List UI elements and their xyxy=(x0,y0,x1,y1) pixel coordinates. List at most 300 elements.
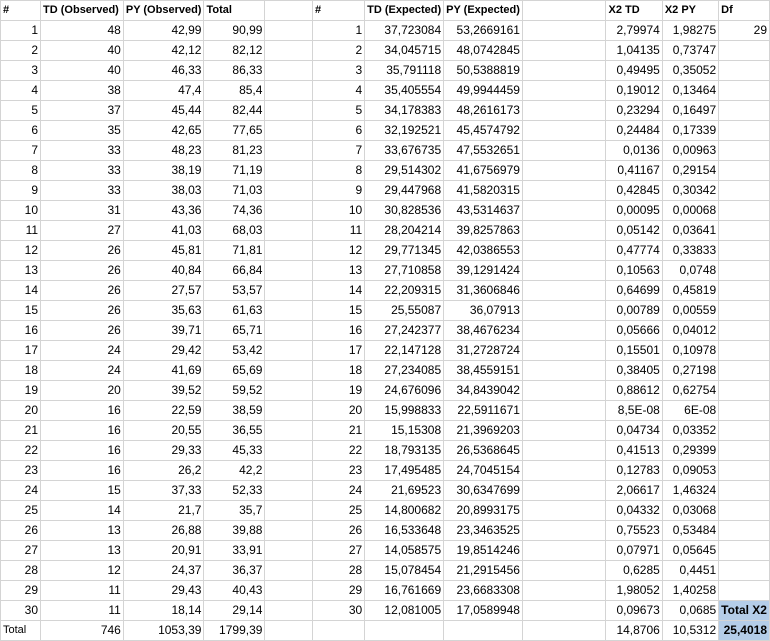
td-expected-cell[interactable]: 15,078454 xyxy=(365,561,444,581)
row-number-expected[interactable]: 23 xyxy=(312,461,364,481)
empty-cell[interactable] xyxy=(719,201,770,221)
td-expected-cell[interactable]: 18,793135 xyxy=(365,441,444,461)
x2-py-cell[interactable]: 0,62754 xyxy=(662,381,718,401)
x2-td-cell[interactable]: 0,0136 xyxy=(606,141,662,161)
td-observed-cell[interactable]: 26 xyxy=(41,261,124,281)
header-py-expected[interactable]: PY (Expected) xyxy=(444,1,523,21)
py-expected-cell[interactable]: 39,8257863 xyxy=(444,221,523,241)
py-expected-cell[interactable]: 23,6683308 xyxy=(444,581,523,601)
empty-cell[interactable] xyxy=(365,621,444,641)
x2-py-cell[interactable]: 0,45819 xyxy=(662,281,718,301)
row-number-observed[interactable]: 17 xyxy=(1,341,41,361)
x2-py-cell[interactable]: 0,17339 xyxy=(662,121,718,141)
row-number-expected[interactable]: 21 xyxy=(312,421,364,441)
x2-td-cell[interactable]: 8,5E-08 xyxy=(606,401,662,421)
row-number-expected[interactable]: 14 xyxy=(312,281,364,301)
py-expected-cell[interactable]: 17,0589948 xyxy=(444,601,523,621)
empty-cell[interactable] xyxy=(719,221,770,241)
row-number-expected[interactable]: 5 xyxy=(312,101,364,121)
py-expected-cell[interactable]: 48,0742845 xyxy=(444,41,523,61)
py-observed-cell[interactable]: 18,14 xyxy=(123,601,204,621)
empty-cell[interactable] xyxy=(522,121,606,141)
py-observed-cell[interactable]: 42,12 xyxy=(123,41,204,61)
td-expected-cell[interactable]: 24,676096 xyxy=(365,381,444,401)
total-x2-py[interactable]: 10,5312 xyxy=(662,621,718,641)
row-number-expected[interactable]: 22 xyxy=(312,441,364,461)
x2-py-cell[interactable]: 0,03352 xyxy=(662,421,718,441)
empty-cell[interactable] xyxy=(265,581,313,601)
x2-py-cell[interactable]: 1,98275 xyxy=(662,21,718,41)
total-observed-cell[interactable]: 68,03 xyxy=(204,221,265,241)
py-expected-cell[interactable]: 24,7045154 xyxy=(444,461,523,481)
empty-cell[interactable] xyxy=(522,161,606,181)
td-observed-cell[interactable]: 20 xyxy=(41,381,124,401)
empty-cell[interactable] xyxy=(522,521,606,541)
py-observed-cell[interactable]: 39,71 xyxy=(123,321,204,341)
row-number-observed[interactable]: 1 xyxy=(1,21,41,41)
py-observed-cell[interactable]: 41,69 xyxy=(123,361,204,381)
x2-td-cell[interactable]: 0,07971 xyxy=(606,541,662,561)
td-expected-cell[interactable]: 15,998833 xyxy=(365,401,444,421)
row-number-observed[interactable]: 14 xyxy=(1,281,41,301)
py-expected-cell[interactable]: 41,6756979 xyxy=(444,161,523,181)
py-observed-cell[interactable]: 26,2 xyxy=(123,461,204,481)
empty-cell[interactable] xyxy=(719,101,770,121)
x2-td-cell[interactable]: 0,05142 xyxy=(606,221,662,241)
total-observed-cell[interactable]: 29,14 xyxy=(204,601,265,621)
total-combined[interactable]: 1799,39 xyxy=(204,621,265,641)
empty-cell[interactable] xyxy=(522,541,606,561)
td-expected-cell[interactable]: 29,514302 xyxy=(365,161,444,181)
empty-cell[interactable] xyxy=(265,121,313,141)
py-observed-cell[interactable]: 42,65 xyxy=(123,121,204,141)
row-number-observed[interactable]: 5 xyxy=(1,101,41,121)
x2-py-cell[interactable]: 1,40258 xyxy=(662,581,718,601)
empty-cell[interactable] xyxy=(719,261,770,281)
empty-cell[interactable] xyxy=(719,581,770,601)
empty-cell[interactable] xyxy=(265,81,313,101)
empty-cell[interactable] xyxy=(522,301,606,321)
empty-cell[interactable] xyxy=(719,281,770,301)
x2-py-cell[interactable]: 0,29399 xyxy=(662,441,718,461)
empty-cell[interactable] xyxy=(265,421,313,441)
empty-cell[interactable] xyxy=(265,361,313,381)
td-observed-cell[interactable]: 16 xyxy=(41,441,124,461)
empty-cell[interactable] xyxy=(265,261,313,281)
py-expected-cell[interactable]: 23,3463525 xyxy=(444,521,523,541)
py-observed-cell[interactable]: 27,57 xyxy=(123,281,204,301)
total-observed-cell[interactable]: 61,63 xyxy=(204,301,265,321)
x2-py-cell[interactable]: 0,05645 xyxy=(662,541,718,561)
x2-py-cell[interactable]: 0,00559 xyxy=(662,301,718,321)
py-expected-cell[interactable]: 21,3969203 xyxy=(444,421,523,441)
td-observed-cell[interactable]: 16 xyxy=(41,421,124,441)
empty-cell[interactable] xyxy=(719,241,770,261)
total-td-observed[interactable]: 746 xyxy=(41,621,124,641)
empty-cell[interactable] xyxy=(265,481,313,501)
empty-cell[interactable] xyxy=(312,621,364,641)
x2-td-cell[interactable]: 0,49495 xyxy=(606,61,662,81)
py-observed-cell[interactable]: 35,63 xyxy=(123,301,204,321)
td-expected-cell[interactable]: 29,447968 xyxy=(365,181,444,201)
py-observed-cell[interactable]: 45,44 xyxy=(123,101,204,121)
total-x2-label[interactable]: Total X2 xyxy=(719,601,770,621)
row-number-observed[interactable]: 25 xyxy=(1,501,41,521)
empty-cell[interactable] xyxy=(265,501,313,521)
header-df[interactable]: Df xyxy=(719,1,770,21)
td-observed-cell[interactable]: 26 xyxy=(41,281,124,301)
py-observed-cell[interactable]: 29,43 xyxy=(123,581,204,601)
row-number-observed[interactable]: 7 xyxy=(1,141,41,161)
x2-td-cell[interactable]: 0,05666 xyxy=(606,321,662,341)
total-observed-cell[interactable]: 66,84 xyxy=(204,261,265,281)
py-expected-cell[interactable]: 49,9944459 xyxy=(444,81,523,101)
empty-cell[interactable] xyxy=(265,521,313,541)
x2-td-cell[interactable]: 0,04734 xyxy=(606,421,662,441)
total-observed-cell[interactable]: 90,99 xyxy=(204,21,265,41)
td-observed-cell[interactable]: 16 xyxy=(41,461,124,481)
empty-cell[interactable] xyxy=(522,201,606,221)
td-expected-cell[interactable]: 12,081005 xyxy=(365,601,444,621)
x2-td-cell[interactable]: 1,04135 xyxy=(606,41,662,61)
py-expected-cell[interactable]: 53,2669161 xyxy=(444,21,523,41)
empty-cell[interactable] xyxy=(522,281,606,301)
row-number-expected[interactable]: 25 xyxy=(312,501,364,521)
x2-py-cell[interactable]: 0,0748 xyxy=(662,261,718,281)
py-expected-cell[interactable]: 45,4574792 xyxy=(444,121,523,141)
empty-cell[interactable] xyxy=(265,61,313,81)
x2-td-cell[interactable]: 0,15501 xyxy=(606,341,662,361)
row-number-observed[interactable]: 30 xyxy=(1,601,41,621)
empty-cell[interactable] xyxy=(719,501,770,521)
x2-td-cell[interactable]: 2,06617 xyxy=(606,481,662,501)
row-number-observed[interactable]: 6 xyxy=(1,121,41,141)
empty-cell[interactable] xyxy=(522,501,606,521)
empty-cell[interactable] xyxy=(265,321,313,341)
td-observed-cell[interactable]: 26 xyxy=(41,301,124,321)
x2-td-cell[interactable]: 0,10563 xyxy=(606,261,662,281)
row-number-expected[interactable]: 2 xyxy=(312,41,364,61)
py-observed-cell[interactable]: 29,42 xyxy=(123,341,204,361)
empty-cell[interactable] xyxy=(719,121,770,141)
x2-py-cell[interactable]: 6E-08 xyxy=(662,401,718,421)
td-observed-cell[interactable]: 24 xyxy=(41,341,124,361)
header-x2-td[interactable]: X2 TD xyxy=(606,1,662,21)
row-number-observed[interactable]: 3 xyxy=(1,61,41,81)
td-observed-cell[interactable]: 27 xyxy=(41,221,124,241)
py-expected-cell[interactable]: 22,5911671 xyxy=(444,401,523,421)
td-observed-cell[interactable]: 26 xyxy=(41,241,124,261)
row-number-observed[interactable]: 22 xyxy=(1,441,41,461)
py-expected-cell[interactable]: 19,8514246 xyxy=(444,541,523,561)
row-number-expected[interactable]: 24 xyxy=(312,481,364,501)
py-expected-cell[interactable]: 47,5532651 xyxy=(444,141,523,161)
total-x2-td[interactable]: 14,8706 xyxy=(606,621,662,641)
py-expected-cell[interactable]: 38,4676234 xyxy=(444,321,523,341)
empty-cell[interactable] xyxy=(265,301,313,321)
row-number-observed[interactable]: 10 xyxy=(1,201,41,221)
x2-py-cell[interactable]: 0,10978 xyxy=(662,341,718,361)
x2-td-cell[interactable]: 0,64699 xyxy=(606,281,662,301)
empty-cell[interactable] xyxy=(719,181,770,201)
empty-cell[interactable] xyxy=(265,561,313,581)
header-py-observed[interactable]: PY (Observed) xyxy=(123,1,204,21)
x2-py-cell[interactable]: 0,33833 xyxy=(662,241,718,261)
row-number-observed[interactable]: 19 xyxy=(1,381,41,401)
x2-td-cell[interactable]: 0,41513 xyxy=(606,441,662,461)
py-observed-cell[interactable]: 38,03 xyxy=(123,181,204,201)
total-observed-cell[interactable]: 82,12 xyxy=(204,41,265,61)
x2-py-cell[interactable]: 0,13464 xyxy=(662,81,718,101)
df-value-cell[interactable]: 29 xyxy=(719,21,770,41)
row-number-expected[interactable]: 9 xyxy=(312,181,364,201)
empty-cell[interactable] xyxy=(265,341,313,361)
empty-cell[interactable] xyxy=(522,261,606,281)
empty-cell[interactable] xyxy=(719,321,770,341)
empty-cell[interactable] xyxy=(265,21,313,41)
total-observed-cell[interactable]: 36,37 xyxy=(204,561,265,581)
td-expected-cell[interactable]: 35,791118 xyxy=(365,61,444,81)
row-number-expected[interactable]: 19 xyxy=(312,381,364,401)
td-expected-cell[interactable]: 27,242377 xyxy=(365,321,444,341)
row-number-expected[interactable]: 13 xyxy=(312,261,364,281)
x2-td-cell[interactable]: 0,24484 xyxy=(606,121,662,141)
empty-cell[interactable] xyxy=(522,21,606,41)
total-observed-cell[interactable]: 33,91 xyxy=(204,541,265,561)
row-number-observed[interactable]: 23 xyxy=(1,461,41,481)
td-expected-cell[interactable]: 29,771345 xyxy=(365,241,444,261)
row-number-observed[interactable]: 15 xyxy=(1,301,41,321)
td-observed-cell[interactable]: 11 xyxy=(41,601,124,621)
td-expected-cell[interactable]: 35,405554 xyxy=(365,81,444,101)
empty-cell[interactable] xyxy=(522,361,606,381)
td-expected-cell[interactable]: 15,15308 xyxy=(365,421,444,441)
py-observed-cell[interactable]: 38,19 xyxy=(123,161,204,181)
row-number-observed[interactable]: 8 xyxy=(1,161,41,181)
py-observed-cell[interactable]: 29,33 xyxy=(123,441,204,461)
total-label[interactable]: Total xyxy=(1,621,41,641)
row-number-observed[interactable]: 13 xyxy=(1,261,41,281)
py-expected-cell[interactable]: 34,8439042 xyxy=(444,381,523,401)
empty-cell[interactable] xyxy=(719,361,770,381)
row-number-observed[interactable]: 9 xyxy=(1,181,41,201)
row-number-observed[interactable]: 26 xyxy=(1,521,41,541)
py-expected-cell[interactable]: 48,2616173 xyxy=(444,101,523,121)
row-number-expected[interactable]: 12 xyxy=(312,241,364,261)
row-number-expected[interactable]: 28 xyxy=(312,561,364,581)
py-expected-cell[interactable]: 36,07913 xyxy=(444,301,523,321)
x2-py-cell[interactable]: 1,46324 xyxy=(662,481,718,501)
total-observed-cell[interactable]: 38,59 xyxy=(204,401,265,421)
py-observed-cell[interactable]: 48,23 xyxy=(123,141,204,161)
td-expected-cell[interactable]: 30,828536 xyxy=(365,201,444,221)
py-expected-cell[interactable]: 42,0386553 xyxy=(444,241,523,261)
td-expected-cell[interactable]: 27,234085 xyxy=(365,361,444,381)
total-observed-cell[interactable]: 36,55 xyxy=(204,421,265,441)
empty-cell[interactable] xyxy=(719,461,770,481)
py-expected-cell[interactable]: 31,2728724 xyxy=(444,341,523,361)
row-number-observed[interactable]: 20 xyxy=(1,401,41,421)
empty-cell[interactable] xyxy=(522,341,606,361)
x2-td-cell[interactable]: 0,47774 xyxy=(606,241,662,261)
py-expected-cell[interactable]: 38,4559151 xyxy=(444,361,523,381)
empty-cell[interactable] xyxy=(719,161,770,181)
td-expected-cell[interactable]: 21,69523 xyxy=(365,481,444,501)
py-observed-cell[interactable]: 22,59 xyxy=(123,401,204,421)
total-py-observed[interactable]: 1053,39 xyxy=(123,621,204,641)
row-number-observed[interactable]: 28 xyxy=(1,561,41,581)
empty-cell[interactable] xyxy=(522,181,606,201)
total-observed-cell[interactable]: 71,03 xyxy=(204,181,265,201)
row-number-expected[interactable]: 27 xyxy=(312,541,364,561)
py-expected-cell[interactable]: 41,5820315 xyxy=(444,181,523,201)
row-number-expected[interactable]: 20 xyxy=(312,401,364,421)
empty-cell[interactable] xyxy=(265,241,313,261)
py-expected-cell[interactable]: 21,2915456 xyxy=(444,561,523,581)
header-total[interactable]: Total xyxy=(204,1,265,21)
total-observed-cell[interactable]: 39,88 xyxy=(204,521,265,541)
x2-td-cell[interactable]: 0,19012 xyxy=(606,81,662,101)
total-observed-cell[interactable]: 52,33 xyxy=(204,481,265,501)
header-num-2[interactable]: # xyxy=(312,1,364,21)
empty-cell[interactable] xyxy=(522,421,606,441)
x2-py-cell[interactable]: 0,35052 xyxy=(662,61,718,81)
empty-cell[interactable] xyxy=(522,401,606,421)
td-observed-cell[interactable]: 14 xyxy=(41,501,124,521)
empty-cell[interactable] xyxy=(719,441,770,461)
x2-py-cell[interactable]: 0,16497 xyxy=(662,101,718,121)
row-number-expected[interactable]: 1 xyxy=(312,21,364,41)
td-observed-cell[interactable]: 48 xyxy=(41,21,124,41)
empty-cell[interactable] xyxy=(522,441,606,461)
empty-cell[interactable] xyxy=(719,61,770,81)
empty-cell[interactable] xyxy=(522,61,606,81)
header-x2-py[interactable]: X2 PY xyxy=(662,1,718,21)
empty-cell[interactable] xyxy=(265,141,313,161)
x2-td-cell[interactable]: 0,00095 xyxy=(606,201,662,221)
total-observed-cell[interactable]: 74,36 xyxy=(204,201,265,221)
empty-cell[interactable] xyxy=(719,401,770,421)
x2-td-cell[interactable]: 0,04332 xyxy=(606,501,662,521)
empty-cell[interactable] xyxy=(522,381,606,401)
empty-cell[interactable] xyxy=(522,461,606,481)
total-observed-cell[interactable]: 42,2 xyxy=(204,461,265,481)
empty-cell[interactable] xyxy=(265,101,313,121)
py-observed-cell[interactable]: 24,37 xyxy=(123,561,204,581)
x2-py-cell[interactable]: 0,30342 xyxy=(662,181,718,201)
td-expected-cell[interactable]: 34,045715 xyxy=(365,41,444,61)
total-x2-value[interactable]: 25,4018 xyxy=(719,621,770,641)
empty-cell[interactable] xyxy=(265,161,313,181)
x2-td-cell[interactable]: 0,12783 xyxy=(606,461,662,481)
empty-cell[interactable] xyxy=(265,401,313,421)
x2-py-cell[interactable]: 0,4451 xyxy=(662,561,718,581)
td-expected-cell[interactable]: 14,058575 xyxy=(365,541,444,561)
empty-cell[interactable] xyxy=(265,621,313,641)
total-observed-cell[interactable]: 65,69 xyxy=(204,361,265,381)
x2-py-cell[interactable]: 0,00068 xyxy=(662,201,718,221)
x2-td-cell[interactable]: 0,75523 xyxy=(606,521,662,541)
empty-cell[interactable] xyxy=(265,601,313,621)
empty-cell[interactable] xyxy=(719,541,770,561)
row-number-expected[interactable]: 15 xyxy=(312,301,364,321)
row-number-expected[interactable]: 11 xyxy=(312,221,364,241)
row-number-expected[interactable]: 16 xyxy=(312,321,364,341)
td-observed-cell[interactable]: 12 xyxy=(41,561,124,581)
x2-td-cell[interactable]: 1,98052 xyxy=(606,581,662,601)
total-observed-cell[interactable]: 53,57 xyxy=(204,281,265,301)
x2-td-cell[interactable]: 0,41167 xyxy=(606,161,662,181)
row-number-observed[interactable]: 24 xyxy=(1,481,41,501)
td-expected-cell[interactable]: 28,204214 xyxy=(365,221,444,241)
td-observed-cell[interactable]: 16 xyxy=(41,401,124,421)
td-observed-cell[interactable]: 24 xyxy=(41,361,124,381)
x2-td-cell[interactable]: 0,38405 xyxy=(606,361,662,381)
td-observed-cell[interactable]: 33 xyxy=(41,161,124,181)
td-observed-cell[interactable]: 38 xyxy=(41,81,124,101)
empty-cell[interactable] xyxy=(719,141,770,161)
x2-py-cell[interactable]: 0,09053 xyxy=(662,461,718,481)
td-observed-cell[interactable]: 40 xyxy=(41,41,124,61)
py-observed-cell[interactable]: 41,03 xyxy=(123,221,204,241)
py-expected-cell[interactable]: 43,5314637 xyxy=(444,201,523,221)
row-number-observed[interactable]: 27 xyxy=(1,541,41,561)
x2-py-cell[interactable]: 0,27198 xyxy=(662,361,718,381)
row-number-observed[interactable]: 12 xyxy=(1,241,41,261)
header-td-observed[interactable]: TD (Observed) xyxy=(41,1,124,21)
td-expected-cell[interactable]: 32,192521 xyxy=(365,121,444,141)
py-observed-cell[interactable]: 21,7 xyxy=(123,501,204,521)
td-expected-cell[interactable]: 27,710858 xyxy=(365,261,444,281)
total-observed-cell[interactable]: 71,81 xyxy=(204,241,265,261)
x2-py-cell[interactable]: 0,29154 xyxy=(662,161,718,181)
py-observed-cell[interactable]: 39,52 xyxy=(123,381,204,401)
td-expected-cell[interactable]: 22,209315 xyxy=(365,281,444,301)
row-number-expected[interactable]: 30 xyxy=(312,601,364,621)
py-observed-cell[interactable]: 20,91 xyxy=(123,541,204,561)
total-observed-cell[interactable]: 71,19 xyxy=(204,161,265,181)
td-observed-cell[interactable]: 33 xyxy=(41,181,124,201)
empty-cell[interactable] xyxy=(522,241,606,261)
empty-cell[interactable] xyxy=(265,461,313,481)
empty-cell[interactable] xyxy=(265,541,313,561)
empty-cell[interactable] xyxy=(522,581,606,601)
row-number-observed[interactable]: 21 xyxy=(1,421,41,441)
empty-cell[interactable] xyxy=(265,221,313,241)
total-observed-cell[interactable]: 65,71 xyxy=(204,321,265,341)
x2-td-cell[interactable]: 0,42845 xyxy=(606,181,662,201)
row-number-expected[interactable]: 3 xyxy=(312,61,364,81)
py-expected-cell[interactable]: 20,8993175 xyxy=(444,501,523,521)
td-expected-cell[interactable]: 14,800682 xyxy=(365,501,444,521)
td-observed-cell[interactable]: 31 xyxy=(41,201,124,221)
td-observed-cell[interactable]: 13 xyxy=(41,541,124,561)
total-observed-cell[interactable]: 77,65 xyxy=(204,121,265,141)
empty-cell[interactable] xyxy=(522,601,606,621)
py-observed-cell[interactable]: 47,4 xyxy=(123,81,204,101)
total-observed-cell[interactable]: 53,42 xyxy=(204,341,265,361)
empty-cell[interactable] xyxy=(719,341,770,361)
row-number-expected[interactable]: 17 xyxy=(312,341,364,361)
x2-td-cell[interactable]: 0,6285 xyxy=(606,561,662,581)
total-observed-cell[interactable]: 45,33 xyxy=(204,441,265,461)
td-observed-cell[interactable]: 15 xyxy=(41,481,124,501)
td-expected-cell[interactable]: 17,495485 xyxy=(365,461,444,481)
td-observed-cell[interactable]: 40 xyxy=(41,61,124,81)
empty-cell[interactable] xyxy=(522,621,606,641)
row-number-observed[interactable]: 2 xyxy=(1,41,41,61)
x2-py-cell[interactable]: 0,73747 xyxy=(662,41,718,61)
